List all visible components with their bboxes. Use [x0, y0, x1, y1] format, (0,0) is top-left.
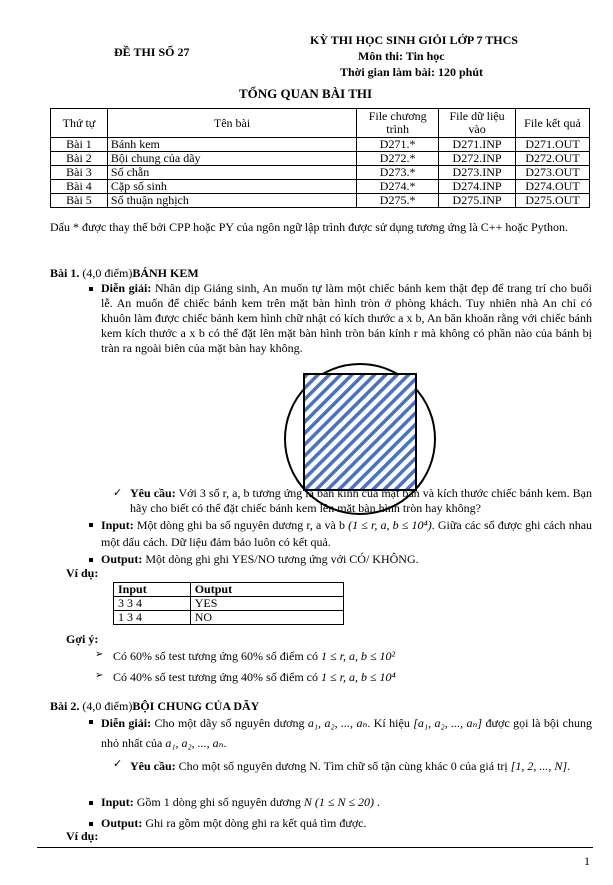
range-formula: [1, 2, ..., N]	[510, 759, 568, 773]
problem1-label: Bài 1.	[50, 266, 80, 280]
bullet-square-icon	[89, 523, 93, 527]
problem1-output	[101, 552, 419, 567]
description-text: Nhân dịp Giáng sinh, An muốn tự làm một chiếc bánh kem thật đẹp để trang trí cho buổi lễ. An muốn để chiếc bánh kem trên mặt bàn hình tròn ở phòng khách. Tuy nhiên nhà An chỉ có khuôn làm được chiếc bánh kem hình chữ nhật có kích thước a x b, An băn khoăn rằng với chiếc bánh kem kích thước a x b có thể đặt lên mặt bàn hình tròn bán kính r mà không có phần nào của bánh bị tràn ra ngoài biên của mặt bàn hay không.	[101, 281, 593, 355]
description-label: Diễn giải:	[101, 716, 152, 730]
output-label: Output:	[101, 816, 143, 830]
table-cell: D271.INP	[439, 138, 516, 152]
problem1-description	[101, 281, 592, 356]
problem2-label: Bài 2.	[50, 699, 80, 713]
bullet-square-icon	[89, 720, 93, 724]
sequence-formula: a₁, a₂, ..., aₙ	[165, 736, 224, 750]
problem2-points: (4,0 điểm)	[82, 699, 133, 713]
example-col-input: Input	[114, 583, 191, 597]
input-text: Một dòng ghi ba số nguyên dương r, a và b	[136, 518, 345, 532]
hint-text: Có 40% số test tương ứng 40% số điểm có	[113, 670, 319, 684]
table-row	[51, 166, 590, 180]
bullet-square-icon	[89, 558, 93, 562]
table-cell: Bài 3	[51, 166, 108, 180]
col-header-order: Thứ tự	[51, 109, 108, 138]
problem2-title: BỘI CHUNG CỦA DÃY	[132, 699, 260, 713]
table-row	[114, 597, 344, 611]
input-label: Input:	[101, 518, 134, 532]
output-text: Một dòng ghi ghi YES/NO tương ứng với CÓ/ KHÔNG.	[145, 552, 419, 566]
output-label: Output:	[101, 552, 143, 566]
input-label: Input:	[101, 795, 134, 809]
exam-title: KỲ THI HỌC SINH GIỎI LỚP 7 THCS	[310, 33, 518, 47]
problem1-points: (4,0 điểm)	[82, 266, 133, 280]
checkmark-icon: ✓	[113, 486, 123, 499]
page-number: 1	[584, 854, 590, 868]
table-cell: D272.*	[357, 152, 439, 166]
problem1-requirement	[130, 486, 592, 516]
input-text-continued: . Giữa các số được ghi cách nhau một dấu cách. Dữ liệu đảm bảo luôn có kết quả.	[101, 518, 593, 549]
table-cell: Số thuận nghịch	[107, 194, 356, 208]
table-cell: NO	[190, 611, 343, 625]
language-note: Dấu * được thay thế bởi CPP hoặc PY của ngôn ngữ lập trình được sử dụng tương ứng là C++ hoặc Python.	[50, 220, 568, 234]
input-text: Gồm 1 dòng ghi số nguyên dương	[136, 795, 301, 809]
hint-label: Gợi ý:	[66, 632, 99, 646]
example-header-row	[114, 583, 344, 597]
requirement-label: Yêu cầu:	[130, 486, 176, 500]
requirement-text: Với 3 số r, a, b tương ứng là bán kính của mặt bàn và kích thước chiếc bánh kem. Bạn hãy cho biết có thể đặt chiếc bánh kem lên mặt bàn hình tròn hay không?	[130, 486, 592, 515]
table-cell: Số chẵn	[107, 166, 356, 180]
problem2-output	[101, 816, 367, 831]
problem2-heading	[50, 699, 259, 714]
table-row	[114, 611, 344, 625]
hint-constraint: 1 ≤ r, a, b ≤ 10²	[321, 649, 396, 663]
bullet-square-icon	[89, 287, 93, 291]
problem1-heading	[50, 266, 199, 281]
table-row	[51, 180, 590, 194]
table-cell: D271.*	[357, 138, 439, 152]
overview-table	[50, 108, 590, 208]
table-cell: Bài 1	[51, 138, 108, 152]
description-text: Cho một dãy số nguyên dương	[154, 716, 305, 730]
col-header-name: Tên bài	[107, 109, 356, 138]
footer-divider	[37, 847, 593, 848]
hint-item-2	[113, 670, 396, 685]
table-cell: Bài 2	[51, 152, 108, 166]
overview-title: TỔNG QUAN BÀI THI	[239, 86, 373, 101]
table-row	[51, 194, 590, 208]
bullet-square-icon	[89, 822, 93, 826]
bullet-square-icon	[89, 801, 93, 805]
table-cell: Bội chung của dãy	[107, 152, 356, 166]
col-header-output-file: File kết quả	[516, 109, 590, 138]
table-cell: 1 3 4	[114, 611, 191, 625]
table-cell: Cặp số sinh	[107, 180, 356, 194]
example-label: Ví dụ:	[66, 566, 99, 580]
requirement-text: Cho một số nguyên dương N. Tìm chữ số tận cùng khác 0 của giá trị	[178, 759, 508, 773]
table-cell: D275.*	[357, 194, 439, 208]
table-cell: D274.*	[357, 180, 439, 194]
example-label: Ví dụ:	[66, 829, 99, 843]
description-label: Diễn giải:	[101, 281, 152, 295]
example-col-output: Output	[190, 583, 343, 597]
table-cell: D272.INP	[439, 152, 516, 166]
col-header-input-file: File dữ liệu vào	[439, 109, 516, 138]
table-cell: D273.*	[357, 166, 439, 180]
exam-number: ĐỀ THI SỐ 27	[114, 45, 190, 59]
col-header-program-file: File chương trình	[357, 109, 439, 138]
example-table	[113, 582, 344, 625]
table-cell: Bài 5	[51, 194, 108, 208]
table-cell: D273.OUT	[516, 166, 590, 180]
table-cell: D272.OUT	[516, 152, 590, 166]
table-cell: D274.OUT	[516, 180, 590, 194]
table-cell: D275.INP	[439, 194, 516, 208]
table-cell: Bánh kem	[107, 138, 356, 152]
table-row	[51, 152, 590, 166]
sequence-formula: a₁, a₂, ..., aₙ	[307, 716, 368, 730]
output-text: Ghi ra gồm một dòng ghi ra kết quả tìm được.	[145, 816, 367, 830]
hint-item-1	[113, 649, 395, 664]
arrow-bullet-icon: ➢	[95, 670, 104, 681]
description-text: được gọi là bội chung nhỏ nhất của	[101, 716, 593, 750]
hint-constraint: 1 ≤ r, a, b ≤ 10⁴	[321, 670, 396, 684]
table-cell: Bài 4	[51, 180, 108, 194]
lcm-formula: [a₁, a₂, ..., aₙ]	[413, 716, 483, 730]
exam-subject: Môn thi: Tin học	[358, 49, 445, 63]
description-text: . Kí hiệu	[367, 716, 410, 730]
input-constraint: (1 ≤ r, a, b ≤ 10⁴)	[348, 518, 432, 532]
requirement-label: Yêu cầu:	[130, 759, 176, 773]
table-cell: 3 3 4	[114, 597, 191, 611]
problem2-description: Diễn giải: Cho một dãy số nguyên dương a₁, a₂, ..., aₙ. Kí hiệu [a₁, a₂, ..., aₙ] được gọi là bội chung nhỏ nhất của a₁, a₂, ..., aₙ.	[101, 716, 593, 750]
table-cell: YES	[190, 597, 343, 611]
table-cell: D275.OUT	[516, 194, 590, 208]
exam-duration: Thời gian làm bài: 120 phút	[340, 65, 484, 79]
problem1-title: BÁNH KEM	[132, 266, 199, 280]
checkmark-icon: ✓	[113, 757, 123, 770]
problem2-requirement: Yêu cầu: Cho một số nguyên dương N. Tìm chữ số tận cùng khác 0 của giá trị [1, 2, ..., N].	[130, 759, 571, 773]
problem1-input	[101, 517, 592, 551]
input-constraint: N (1 ≤ N ≤ 20)	[303, 795, 375, 809]
hint-text: Có 60% số test tương ứng 60% số điểm có	[113, 649, 319, 663]
problem2-input: Input: Gồm 1 dòng ghi số nguyên dương N (1 ≤ N ≤ 20) .	[101, 795, 381, 809]
overview-header-row	[51, 109, 590, 138]
cake-rectangle	[304, 374, 416, 490]
table-row	[51, 138, 590, 152]
table-cell: D274.INP	[439, 180, 516, 194]
arrow-bullet-icon: ➢	[95, 649, 104, 660]
table-cell: D271.OUT	[516, 138, 590, 152]
table-cell: D273.INP	[439, 166, 516, 180]
